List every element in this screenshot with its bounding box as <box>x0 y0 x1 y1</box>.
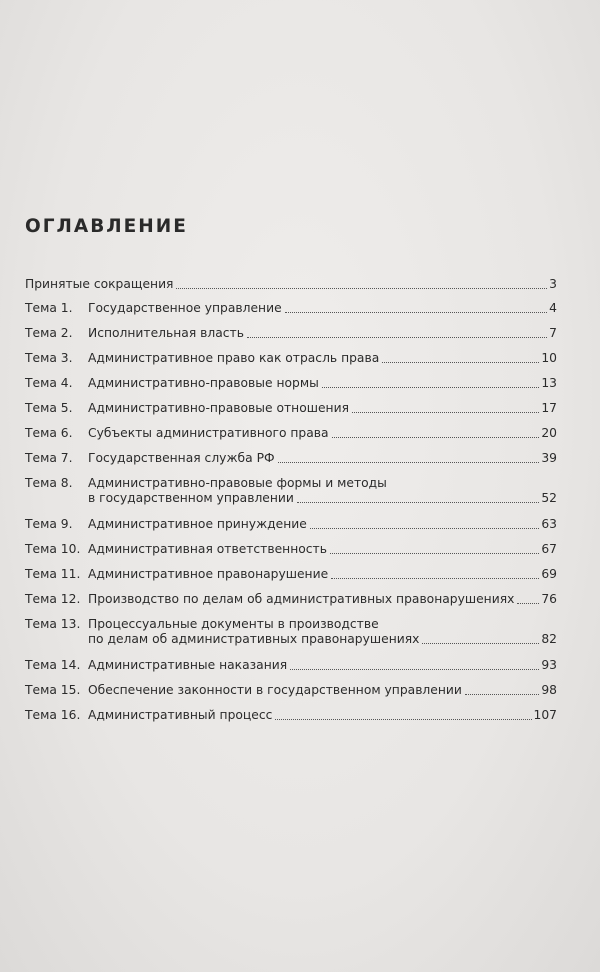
dot-leader <box>330 553 539 554</box>
toc-entry-title: Исполнительная власть <box>88 326 244 340</box>
dot-leader <box>176 288 547 289</box>
toc-entry-page: 67 <box>541 542 557 556</box>
toc-entry-number: Тема 5. <box>25 401 73 415</box>
toc-entry-title: Административное правонарушение <box>88 567 329 581</box>
toc-entry-number: Тема 14. <box>25 658 81 672</box>
toc-entry-number: Тема 4. <box>25 376 73 390</box>
toc-entry-title-line: Административно-правовые формы и методы <box>88 476 387 490</box>
toc-entry-number: Тема 13. <box>25 617 81 631</box>
dot-leader <box>422 643 539 644</box>
toc-entry-number: Тема 15. <box>25 683 81 697</box>
dot-leader <box>332 437 540 438</box>
toc-entry-title: Административное принуждение <box>88 517 307 531</box>
toc-entry-page: 3 <box>549 277 557 291</box>
toc-entry <box>25 376 557 401</box>
toc-entry-number: Тема 11. <box>25 567 81 581</box>
toc-entry <box>25 451 557 476</box>
toc-entry-page: 4 <box>549 301 557 315</box>
toc-entry <box>25 401 557 426</box>
toc-entry-title: Государственная служба РФ <box>88 451 275 465</box>
toc-entry-title: Административная ответственность <box>88 542 327 556</box>
toc-entry-number: Тема 8. <box>25 476 73 490</box>
toc-entry-page: 63 <box>541 517 557 531</box>
toc-entry-title: по делам об административных правонарушениях <box>88 632 420 646</box>
dot-leader <box>278 462 540 463</box>
dot-leader <box>331 578 539 579</box>
toc-entry-abbreviations <box>25 277 557 301</box>
toc-entry-title: Административно-правовые отношения <box>88 401 349 415</box>
toc-entry-title: Принятые сокращения <box>25 277 174 291</box>
toc-entry-page: 10 <box>541 351 557 365</box>
toc-entry <box>25 617 557 658</box>
toc-entry-number: Тема 3. <box>25 351 73 365</box>
toc-entry <box>25 658 557 683</box>
toc-entry-title: Административное право как отрасль права <box>88 351 380 365</box>
toc-entry-title: Субъекты административного права <box>88 426 329 440</box>
toc-entry-number: Тема 6. <box>25 426 73 440</box>
dot-leader <box>285 312 548 313</box>
table-of-contents <box>25 277 557 733</box>
toc-entry <box>25 326 557 351</box>
toc-entry <box>25 301 557 326</box>
toc-entry-title: в государственном управлении <box>88 491 294 505</box>
dot-leader <box>322 387 540 388</box>
toc-entry-page: 7 <box>549 326 557 340</box>
dot-leader <box>517 603 539 604</box>
toc-entry <box>25 708 557 733</box>
toc-entry-page: 82 <box>541 632 557 646</box>
toc-entry <box>25 542 557 567</box>
toc-entry-page: 13 <box>541 376 557 390</box>
dot-leader <box>382 362 539 363</box>
toc-entry-title: Государственное управление <box>88 301 282 315</box>
toc-entry <box>25 683 557 708</box>
dot-leader <box>247 337 547 338</box>
toc-entry-number: Тема 16. <box>25 708 81 722</box>
page-title: ОГЛАВЛЕНИЕ <box>25 216 188 237</box>
dot-leader <box>465 694 539 695</box>
toc-entry-number: Тема 7. <box>25 451 73 465</box>
toc-entry-number: Тема 10. <box>25 542 81 556</box>
toc-entry <box>25 567 557 592</box>
toc-entry-title-line: Процессуальные документы в производстве <box>88 617 379 631</box>
toc-entry-title: Обеспечение законности в государственном управлении <box>88 683 462 697</box>
dot-leader <box>290 669 539 670</box>
toc-entry-number: Тема 2. <box>25 326 73 340</box>
toc-entry-title: Административные наказания <box>88 658 288 672</box>
toc-entry <box>25 476 557 517</box>
toc-entry-page: 98 <box>541 683 557 697</box>
toc-entry-page: 20 <box>541 426 557 440</box>
toc-entry-number: Тема 9. <box>25 517 73 531</box>
toc-entry-page: 17 <box>541 401 557 415</box>
toc-entry-page: 107 <box>533 708 557 722</box>
toc-entry-page: 93 <box>541 658 557 672</box>
dot-leader <box>310 528 540 529</box>
toc-entry-number: Тема 1. <box>25 301 73 315</box>
dot-leader <box>352 412 539 413</box>
toc-entry-page: 39 <box>541 451 557 465</box>
dot-leader <box>297 502 539 503</box>
toc-entry-page: 69 <box>541 567 557 581</box>
toc-entry <box>25 592 557 617</box>
dot-leader <box>275 719 531 720</box>
toc-entry-page: 52 <box>541 491 557 505</box>
toc-entry-title: Производство по делам об административных правонарушениях <box>88 592 515 606</box>
toc-entry-title: Административно-правовые нормы <box>88 376 319 390</box>
toc-entry-page: 76 <box>541 592 557 606</box>
toc-entry <box>25 517 557 542</box>
toc-entry-number: Тема 12. <box>25 592 81 606</box>
toc-entry <box>25 351 557 376</box>
toc-entry <box>25 426 557 451</box>
toc-entry-title: Административный процесс <box>88 708 273 722</box>
